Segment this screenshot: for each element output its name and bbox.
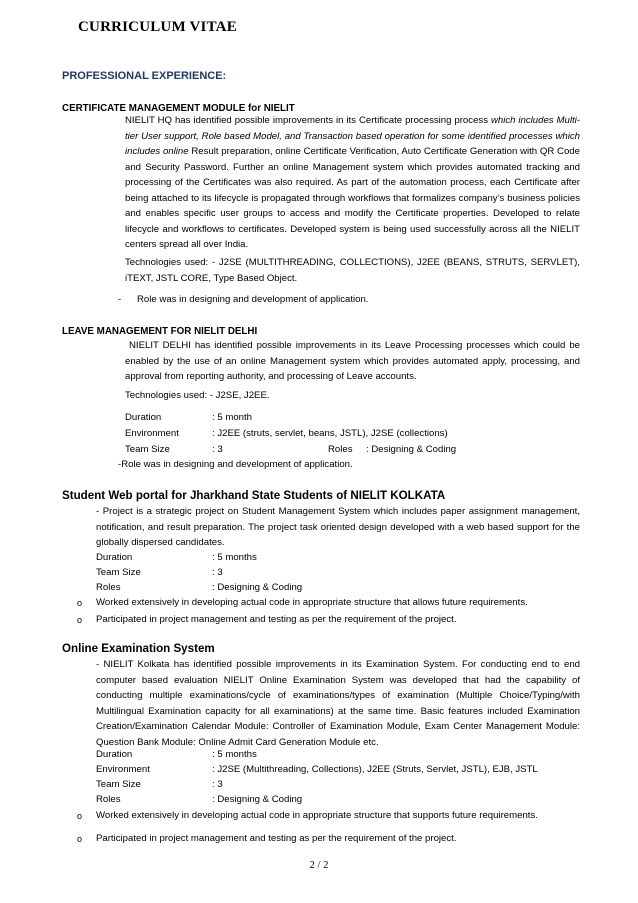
detail-value: : 5 months: [212, 552, 257, 563]
project-title-student-portal: Student Web portal for Jharkhand State Students of NIELIT KOLKATA: [62, 489, 446, 502]
detail-value: : 3: [212, 567, 223, 578]
detail-key: Roles: [328, 444, 353, 455]
technologies-used: Technologies used: - J2SE, J2EE.: [125, 390, 270, 401]
detail-key: Duration: [96, 552, 133, 563]
detail-value: : 5 month: [212, 412, 252, 423]
detail-value: : 5 months: [212, 749, 257, 760]
dash-marker: -: [118, 294, 122, 305]
project-description-online-exam: - NIELIT Kolkata has identified possible improvements in its Examination System. For conducting end to end computer based evaluation NIELIT Online Examination System was developed that had the capability of conducting multiple examinations/cycle of examinations/types of examination (Multiple Choice/Typing/with Multilingual Examination capacity for all examinations) at the same time. Basic features included Examination Creation/Examination Calendar Module: Controller of Examination Module, Exam Center Management Module: Question Bank Module: Online Admit Card Generation Module etc.: [96, 659, 580, 748]
detail-key: Roles: [96, 794, 121, 805]
page-number: 2 / 2: [309, 860, 329, 871]
detail-duration: [96, 550, 496, 565]
detail-value: : Designing & Coding: [366, 444, 457, 455]
detail-roles: [96, 792, 576, 807]
role-statement: Role was in designing and development of application.: [137, 294, 369, 305]
detail-roles: [96, 580, 496, 595]
project-title-leave: LEAVE MANAGEMENT FOR NIELIT DELHI: [62, 326, 258, 337]
detail-value: : Designing & Coding: [212, 582, 303, 593]
detail-value: : J2EE (struts, servlet, beans, JSTL), J2SE (collections): [212, 428, 448, 439]
desc-text-continued: Result preparation, online Certificate Verification, Auto Certificate Generation with QR Code and Security Password. Further an online Management system which provides automated tracking and processing of the Certificates was also required. As part of the automation process, each Certificate after being attached to its lifecycle is propagated through workflows that formalizes company’s business policies and enables specific user groups to access and modify the Certificate properties. Developed to relate lifecycle and workflows to certificates. Developed system is being used successfully across all the NIELIT centers spread all over India.: [125, 146, 580, 250]
section-heading: PROFESSIONAL EXPERIENCE:: [62, 70, 227, 82]
detail-environment: [96, 762, 576, 777]
detail-team-size: [96, 777, 576, 792]
bullet-marker: o: [77, 834, 83, 844]
role-statement: -Role was in designing and development of application.: [118, 459, 353, 470]
detail-value: : J2SE (Multithreading, Collections), J2EE (Struts, Servlet, JSTL), EJB, JSTL: [212, 764, 538, 775]
detail-key: Team Size: [125, 444, 170, 455]
detail-duration: [125, 410, 525, 425]
detail-team-size: [96, 565, 496, 580]
bullet-text: Participated in project management and testing as per the requirement of the project.: [96, 614, 457, 625]
desc-text: Project is a strategic project on Student Management System which includes paper assignment management, notification, and result preparation. The project task oriented design developed with a web based support for the globally dispersed candidates.: [96, 506, 580, 548]
project-title-online-exam: Online Examination System: [62, 642, 215, 655]
detail-value: : Designing & Coding: [212, 794, 303, 805]
document-title: CURRICULUM VITAE: [78, 19, 237, 35]
project-title-certificate: CERTIFICATE MANAGEMENT MODULE for NIELIT: [62, 103, 295, 114]
project-description-leave: NIELIT DELHI has identified possible improvements in its Leave Processing processes which could be enabled by the use of an online Management system which provides automated apply, processing, and approval from reporting authority, and processing of Leave accounts.: [125, 340, 580, 382]
desc-text: NIELIT HQ has identified possible improvements in its Certificate processing process: [125, 115, 491, 126]
bullet-text: Worked extensively in developing actual code in appropriate structure that allows future requirements.: [96, 597, 528, 608]
technologies-used: Technologies used: - J2SE (MULTITHREADING, COLLECTIONS), J2EE (BEANS, STRUTS, SERVLET), iTEXT, JSTL CORE, Type Based Object.: [125, 257, 580, 284]
detail-environment: [125, 426, 525, 441]
detail-key: Team Size: [96, 567, 141, 578]
project-description-certificate: [125, 113, 580, 253]
bullet-marker: o: [77, 598, 83, 608]
detail-key: Environment: [96, 764, 150, 775]
detail-value: : 3: [212, 779, 223, 790]
detail-value: : 3: [212, 444, 223, 455]
detail-key: Duration: [125, 412, 162, 423]
bullet-marker: o: [77, 615, 83, 625]
detail-duration: [96, 747, 576, 762]
project-description-student-portal: [96, 504, 580, 551]
dash-marker: -: [96, 506, 103, 517]
desc-italic-text: which includes Multi-tier User support, Role based Model, and Transaction based operation for some identified processes which includes online: [125, 115, 580, 157]
detail-key: Duration: [96, 749, 133, 760]
detail-team-size: [125, 442, 525, 457]
bullet-text: Worked extensively in developing actual code in appropriate structure that supports future requirements.: [96, 810, 538, 821]
detail-key: Team Size: [96, 779, 141, 790]
detail-key: Roles: [96, 582, 121, 593]
bullet-text: Participated in project management and testing as per the requirement of the project.: [96, 833, 457, 844]
bullet-marker: o: [77, 811, 83, 821]
detail-key: Environment: [125, 428, 179, 439]
